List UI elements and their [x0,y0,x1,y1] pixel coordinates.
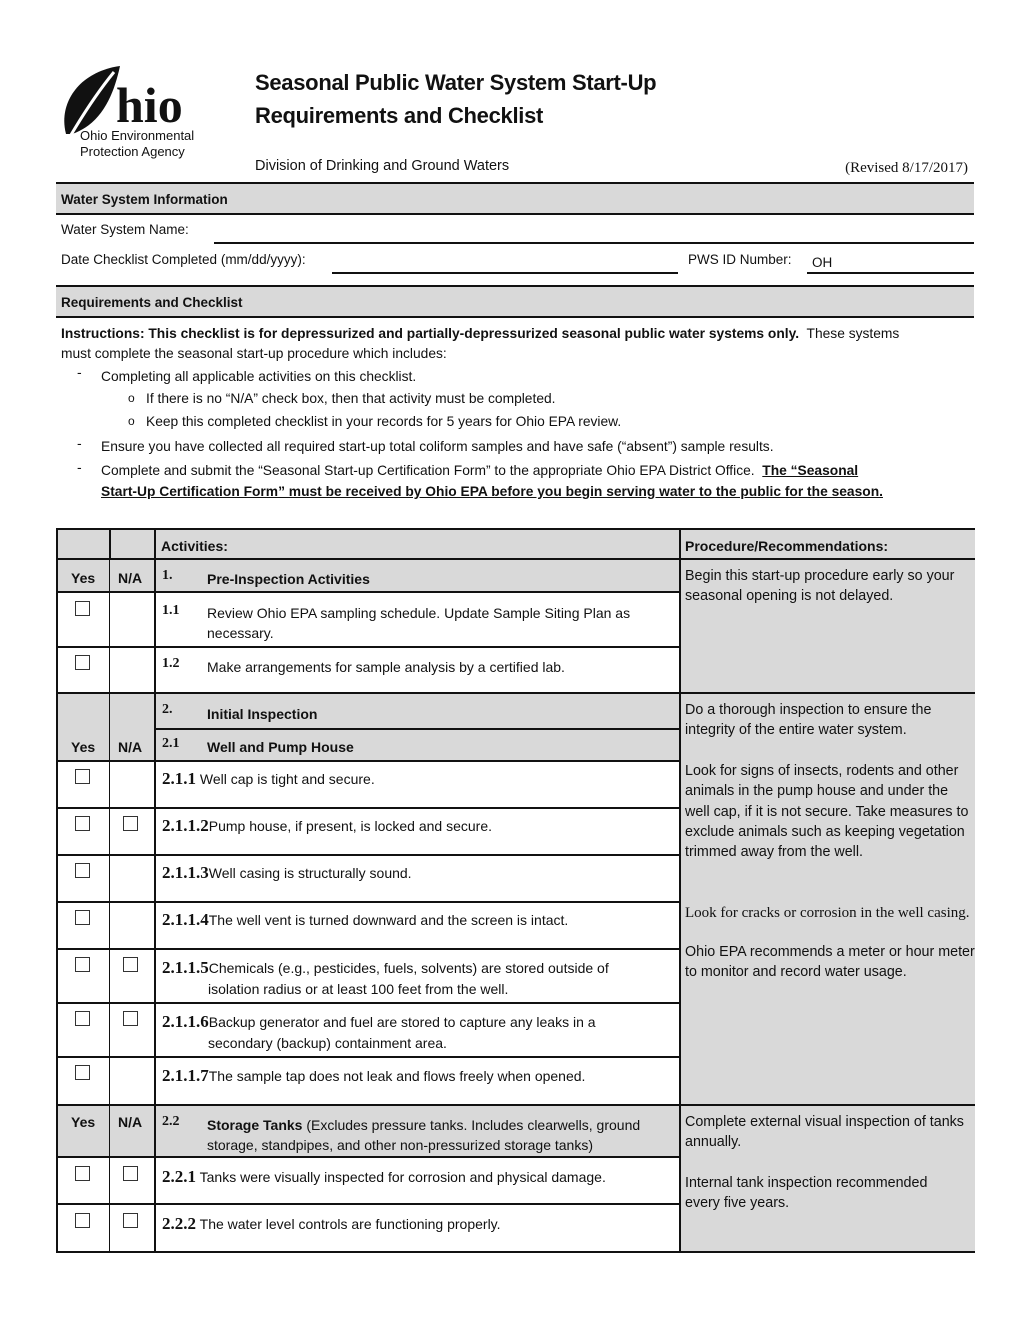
yes-header: Yes [71,1114,96,1130]
column-divider [109,560,110,1251]
yes-checkbox[interactable] [75,769,90,784]
sub-bullet-circle: o [128,414,135,428]
yes-checkbox[interactable] [75,816,90,831]
procedure-header: Procedure/Recommendations: [685,538,889,554]
svg-text:hio: hio [116,77,183,133]
pws-id-field[interactable] [807,272,974,274]
water-system-name-label: Water System Name: [61,222,189,237]
checklist-table [56,528,975,1253]
svg-text:Protection Agency: Protection Agency [80,144,185,159]
leaf-icon [58,64,218,160]
na-checkbox[interactable] [123,1213,138,1228]
yes-checkbox[interactable] [75,1213,90,1228]
na-header: N/A [118,1114,143,1130]
yes-checkbox[interactable] [75,655,90,670]
date-completed-field[interactable] [332,272,678,274]
section-title: Initial Inspection [207,706,318,722]
subsection-title: Storage Tanks (Excludes pressure tanks. Includes clearwells, ground [207,1117,641,1133]
item-row-text: 2.1.1.5Chemicals (e.g., pesticides, fuels, solvents) are stored outside of [162,958,609,977]
section-number: 2. [162,702,173,717]
item-row-text: 2.1.1.4The well vent is turned downward and the screen is intact. [162,910,569,929]
ohio-epa-logo [58,64,218,160]
na-checkbox[interactable] [123,1011,138,1026]
bullet-dash: - [77,435,82,451]
table-header [58,530,679,560]
na-header: N/A [118,739,143,755]
item-row-text: 2.1.1.7The sample tap does not leak and flows freely when opened. [162,1066,586,1085]
item-row-text: 2.2.1 Tanks were visually inspected for corrosion and physical damage. [162,1167,606,1186]
division-name: Division of Drinking and Ground Waters [255,158,510,174]
water-system-name-field[interactable] [214,242,974,244]
procedure-text: Ohio EPA recommends a meter or hour meter to monitor and record water usage. [685,944,975,981]
item-row-text: 2.1.1.6Backup generator and fuel are stored to capture any leaks in a [162,1012,596,1031]
column-divider [154,560,156,1251]
procedure-text: Look for cracks or corrosion in the well casing. [685,905,970,921]
revised-date: (Revised 8/17/2017) [845,160,968,176]
subsection-title-continued: storage, standpipes, and other non-pressurized storage tanks) [207,1137,594,1153]
yes-checkbox[interactable] [75,1011,90,1026]
yes-checkbox[interactable] [75,601,90,616]
instructions: Instructions: This checklist is for depressurized and partially-depressurized seasonal public water systems only. These systems must complete the seasonal start-up procedure which includes: [61,326,900,361]
item-row-text: 2.1.1.3Well casing is structurally sound. [162,863,412,882]
section-header-requirements: Requirements and Checklist [56,285,974,318]
na-checkbox[interactable] [123,957,138,972]
sub-bullet-item: If there is no “N/A” check box, then that activity must be completed. [146,391,556,406]
item-text: Make arrangements for sample analysis by a certified lab. [207,659,565,675]
item-row-text: 2.1.1 Well cap is tight and secure. [162,769,375,788]
na-checkbox[interactable] [123,1166,138,1181]
page-title: Seasonal Public Water System Start-Up Requirements and Checklist [255,70,657,128]
section-title: Pre-Inspection Activities [207,571,370,587]
procedure-text: Complete external visual inspection of tanks annually. [685,1114,964,1151]
sub-bullet-item: Keep this completed checklist in your records for 5 years for Ohio EPA review. [146,414,622,429]
bullet-dash: - [77,459,82,475]
emphasis-note: Start-Up Certification Form” must be received by Ohio EPA before you begin serving water to the public for the season. [101,484,883,499]
yes-checkbox[interactable] [75,1065,90,1080]
item-text: Review Ohio EPA sampling schedule. Update Sample Siting Plan as necessary. [207,605,631,641]
procedure-text: Look for signs of insects, rodents and other animals in the pump house and under the well cap, if it is not secure. Take measures to exclude animals such as keeping vegetation trimmed away from the well. [685,763,969,861]
pws-id-label: PWS ID Number: [688,252,792,267]
item-number: 1.1 [162,603,180,618]
item-row-text: 2.2.2 The water level controls are functioning properly. [162,1214,501,1233]
yes-header: Yes [71,570,96,586]
bullet-item: Completing all applicable activities on this checklist. [101,369,417,384]
procedure-text: Begin this start-up procedure early so your seasonal opening is not delayed. [685,568,955,605]
na-checkbox[interactable] [123,816,138,831]
bullet-dash: - [77,364,82,380]
item-row-text: 2.1.1.2Pump house, if present, is locked and secure. [162,816,493,835]
section-header-water-system-info: Water System Information [56,182,974,215]
procedure-cell [679,694,975,1106]
bullet-item: Ensure you have collected all required start-up total coliform samples and have safe (“absent”) sample results. [101,439,774,454]
date-completed-label: Date Checklist Completed (mm/dd/yyyy): [61,252,306,267]
subsection-number: 2.2 [162,1114,180,1129]
pws-id-value[interactable]: OH [812,255,833,270]
procedure-text: Do a thorough inspection to ensure the integrity of the entire water system. [685,702,932,739]
yes-checkbox[interactable] [75,957,90,972]
item-text-continued: secondary (backup) containment area. [208,1035,447,1051]
activities-header: Activities: [161,538,228,554]
item-number: 1.2 [162,656,180,671]
subsection-number: 2.1 [162,736,180,751]
item-text-continued: isolation radius or at least 100 feet from the well. [208,981,509,997]
section-number: 1. [162,568,173,583]
yes-header: Yes [71,739,96,755]
na-header: N/A [118,570,143,586]
yes-checkbox[interactable] [75,1166,90,1181]
yes-checkbox[interactable] [75,863,90,878]
subsection-title: Well and Pump House [207,739,354,755]
svg-text:Ohio Environmental: Ohio Environmental [80,128,195,143]
sub-bullet-circle: o [128,391,135,405]
procedure-text: Internal tank inspection recommended every five years. [685,1175,928,1212]
yes-checkbox[interactable] [75,910,90,925]
bullet-item: Complete and submit the “Seasonal Start-up Certification Form” to the appropriate Ohio EPA District Office. The “Seasonal [101,463,859,478]
